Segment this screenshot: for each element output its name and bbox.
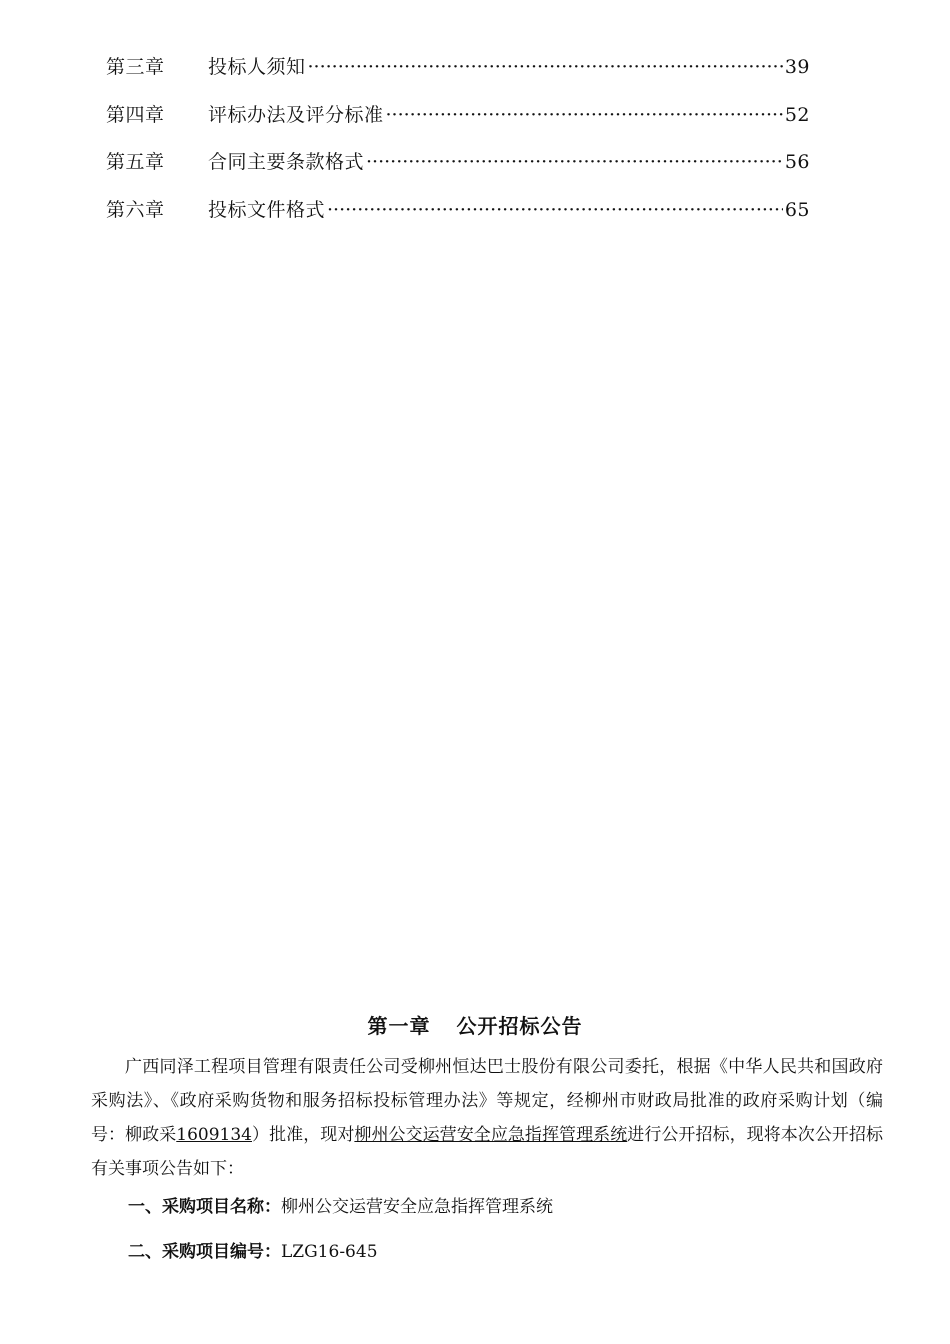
toc-leader-dots [327,199,783,221]
item-value: 柳州公交运营安全应急指挥管理系统 [281,1197,553,1217]
intro-text-part3: 进行公开招标，现将本次公开招标有关事项公告如下： [91,1125,884,1179]
toc-entry[interactable] [106,100,810,148]
item-label: 一、采购项目名称： [128,1197,281,1217]
toc-page-number: 39 [784,56,810,78]
toc-chapter-number: 第三章 [106,56,165,78]
toc-page-number: 65 [784,198,810,221]
toc-leader-dots [366,151,783,173]
project-name-underlined: 柳州公交运营安全应急指挥管理系统 [354,1125,628,1145]
toc-leader-dots [386,104,783,126]
toc-page-number: 56 [784,151,810,174]
item-label: 二、采购项目编号： [128,1242,281,1262]
chapter-number: 第一章 [367,1014,431,1038]
toc-chapter-title: 评标办法及评分标准 [208,103,384,126]
toc-entry[interactable] [106,195,810,243]
plan-number: 1609134 [176,1125,252,1145]
toc-leader-dots [308,56,783,78]
chapter-heading [0,1010,950,1039]
toc-chapter-title: 投标文件格式 [208,198,326,221]
toc-chapter-title: 投标人须知 [208,56,306,78]
toc-entry[interactable] [106,52,810,100]
intro-text-part2: ）批准，现对 [252,1125,355,1145]
item-project-name [128,1192,553,1217]
toc-chapter-number: 第四章 [106,103,165,126]
table-of-contents [106,52,810,242]
chapter-title: 公开招标公告 [456,1014,583,1038]
item-project-number [128,1237,378,1262]
toc-page-number: 52 [784,103,810,126]
toc-entry[interactable] [106,147,810,195]
item-value: LZG16-645 [281,1242,378,1262]
toc-chapter-number: 第六章 [106,198,165,221]
toc-chapter-title: 合同主要条款格式 [208,151,365,174]
intro-text-part1: 广西同泽工程项目管理有限责任公司受柳州恒达巴士股份有限公司委托，根据《中华人民共和国政府采购法》、《政府采购货物和服务招标投标管理办法》等规定，经柳州市财政局批准的政府采购计划（编号：柳政采 [91,1057,883,1145]
intro-paragraph [91,1050,883,1186]
toc-chapter-number: 第五章 [106,151,165,174]
